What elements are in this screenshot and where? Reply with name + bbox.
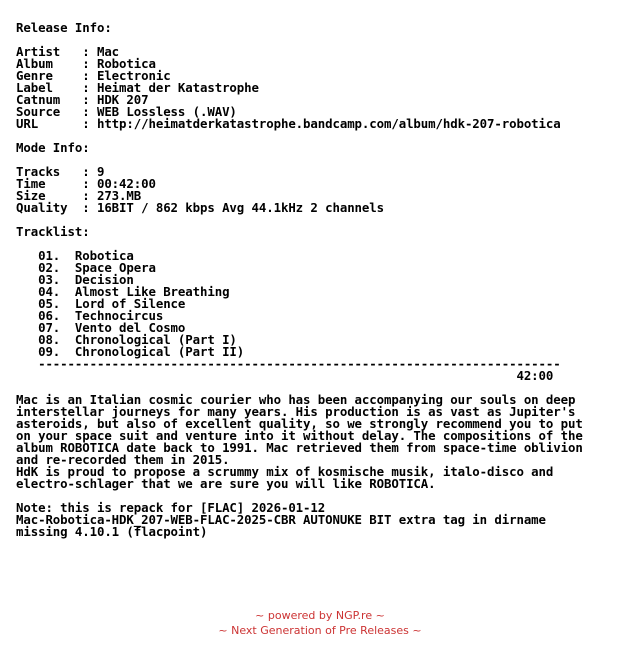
description-line: asteroids, but also of excellent quality, so we strongly recommend you to put bbox=[16, 416, 583, 431]
total-time: 42:00 bbox=[16, 368, 554, 383]
album-line: Album : Robotica bbox=[16, 56, 156, 71]
catnum-line: Catnum : HDK 207 bbox=[16, 92, 149, 107]
time-line: Time : 00:42:00 bbox=[16, 176, 156, 191]
note-line: Note: this is repack for [FLAC] 2026-01-12 bbox=[16, 500, 326, 515]
tracks-line: Tracks : 9 bbox=[16, 164, 105, 179]
nfo-text bbox=[16, 22, 583, 538]
label-line: Label : Heimat der Katastrophe bbox=[16, 80, 259, 95]
track-item: 09. Chronological (Part II) bbox=[16, 344, 245, 359]
genre-line: Genre : Electronic bbox=[16, 68, 171, 83]
tracklist-separator: ----------------------------------------------------------------------- bbox=[16, 356, 561, 371]
track-item: 08. Chronological (Part I) bbox=[16, 332, 237, 347]
description-line: HdK is proud to propose a scrummy mix of kosmische musik, italo-disco and bbox=[16, 464, 554, 479]
note-line: missing 4.10.1 (flacpoint) bbox=[16, 524, 208, 539]
release-info-heading: Release Info: bbox=[16, 20, 112, 35]
track-item: 05. Lord of Silence bbox=[16, 296, 186, 311]
description-line: on your space suit and venture into it without delay. The compositions of the bbox=[16, 428, 583, 443]
track-item: 04. Almost Like Breathing bbox=[16, 284, 230, 299]
url-line: URL : http://heimatderkatastrophe.bandcamp.com/album/hdk-207-robotica bbox=[16, 116, 561, 131]
footer-tagline: ~ Next Generation of Pre Releases ~ bbox=[218, 624, 422, 637]
tracklist-heading: Tracklist: bbox=[16, 224, 90, 239]
quality-line: Quality : 16BIT / 862 kbps Avg 44.1kHz 2 channels bbox=[16, 200, 384, 215]
description-line: and re-recorded them in 2015. bbox=[16, 452, 230, 467]
track-item: 01. Robotica bbox=[16, 248, 134, 263]
track-item: 03. Decision bbox=[16, 272, 134, 287]
source-line: Source : WEB Lossless (.WAV) bbox=[16, 104, 237, 119]
description-line: Mac is an Italian cosmic courier who has been accompanying our souls on deep bbox=[16, 392, 576, 407]
footer-powered-by: ~ powered by NGP.re ~ bbox=[255, 609, 385, 622]
description-line: electro-schlager that we are sure you will like ROBOTICA. bbox=[16, 476, 436, 491]
note-line: Mac-Robotica-HDK_207-WEB-FLAC-2025-CBR AUTONUKE BIT extra tag in dirname bbox=[16, 512, 546, 527]
size-line: Size : 273.MB bbox=[16, 188, 142, 203]
track-item: 07. Vento del Cosmo bbox=[16, 320, 186, 335]
mode-info-heading: Mode Info: bbox=[16, 140, 90, 155]
description-line: interstellar journeys for many years. His production is as vast as Jupiter's bbox=[16, 404, 576, 419]
track-item: 02. Space Opera bbox=[16, 260, 156, 275]
track-item: 06. Technocircus bbox=[16, 308, 164, 323]
artist-line: Artist : Mac bbox=[16, 44, 120, 59]
description-line: album ROBOTICA date back to 1991. Mac retrieved them from space-time oblivion bbox=[16, 440, 583, 455]
